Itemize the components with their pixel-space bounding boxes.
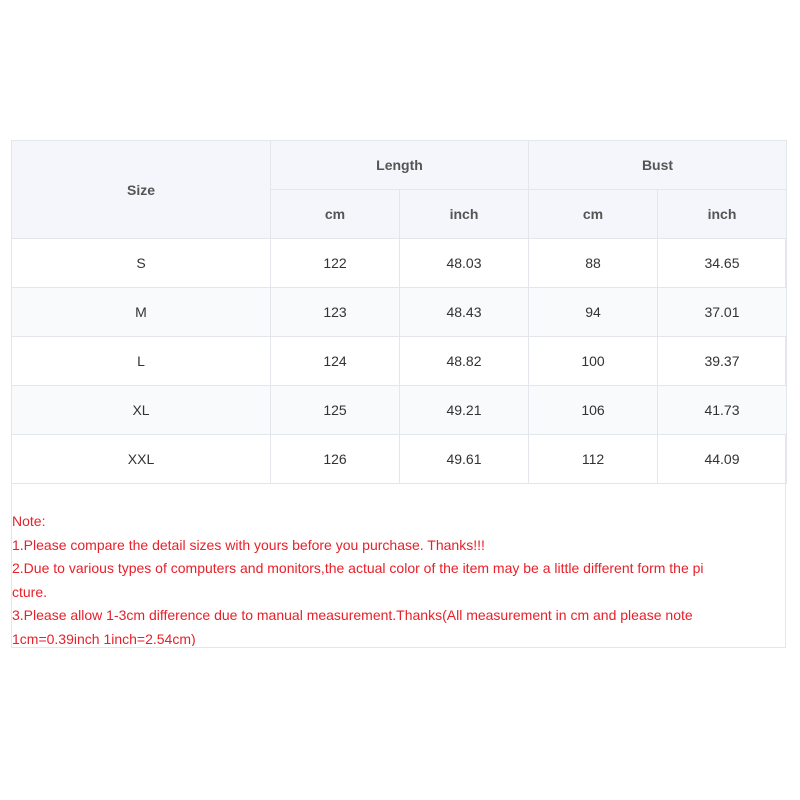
size-cell: M xyxy=(12,288,271,337)
bust-cm-cell: 106 xyxy=(529,386,658,435)
table-row xyxy=(12,337,787,386)
note-line: 3.Please allow 1-3cm difference due to manual measurement.Thanks(All measurement in cm and please note xyxy=(12,607,693,623)
table-row xyxy=(12,288,787,337)
bust-inch-cell: 34.65 xyxy=(658,239,787,288)
note-line: cture. xyxy=(12,583,48,600)
length-inch-header: inch xyxy=(400,190,529,239)
size-cell: XL xyxy=(12,386,271,435)
length-cm-cell: 126 xyxy=(271,435,400,484)
length-inch-cell: 48.03 xyxy=(400,239,529,288)
bust-cm-header: cm xyxy=(529,190,658,239)
table-row xyxy=(12,239,787,288)
size-chart-table xyxy=(11,140,787,484)
length-cm-cell: 123 xyxy=(271,288,400,337)
bust-cm-cell: 94 xyxy=(529,288,658,337)
note-line: 1cm=0.39inch 1inch=2.54cm) xyxy=(12,630,196,646)
bust-inch-cell: 37.01 xyxy=(658,288,787,337)
size-cell: L xyxy=(12,337,271,386)
bust-inch-cell: 41.73 xyxy=(658,386,787,435)
length-inch-cell: 48.43 xyxy=(400,288,529,337)
size-cell: XXL xyxy=(12,435,271,484)
bust-cm-cell: 112 xyxy=(529,435,658,484)
length-cm-cell: 125 xyxy=(271,386,400,435)
bust-cm-cell: 88 xyxy=(529,239,658,288)
note-section xyxy=(12,510,784,646)
length-inch-cell: 49.61 xyxy=(400,435,529,484)
note-line: 2.Due to various types of computers and monitors,the actual color of the item may be a little different form the pi xyxy=(12,560,704,576)
bust-inch-header: inch xyxy=(658,190,787,239)
table-row xyxy=(12,435,787,484)
bust-cm-cell: 100 xyxy=(529,337,658,386)
header-row-groups xyxy=(12,141,787,190)
bust-inch-cell: 39.37 xyxy=(658,337,787,386)
length-cm-header: cm xyxy=(271,190,400,239)
length-cm-cell: 124 xyxy=(271,337,400,386)
length-inch-cell: 48.82 xyxy=(400,337,529,386)
note-line: 1.Please compare the detail sizes with yours before you purchase. Thanks!!! xyxy=(12,536,485,553)
length-cm-cell: 122 xyxy=(271,239,400,288)
size-column-header: Size xyxy=(12,141,271,239)
size-cell: S xyxy=(12,239,271,288)
bust-inch-cell: 44.09 xyxy=(658,435,787,484)
length-group-header: Length xyxy=(271,141,529,190)
table-row xyxy=(12,386,787,435)
bust-group-header: Bust xyxy=(529,141,787,190)
length-inch-cell: 49.21 xyxy=(400,386,529,435)
note-heading: Note: xyxy=(12,513,46,529)
